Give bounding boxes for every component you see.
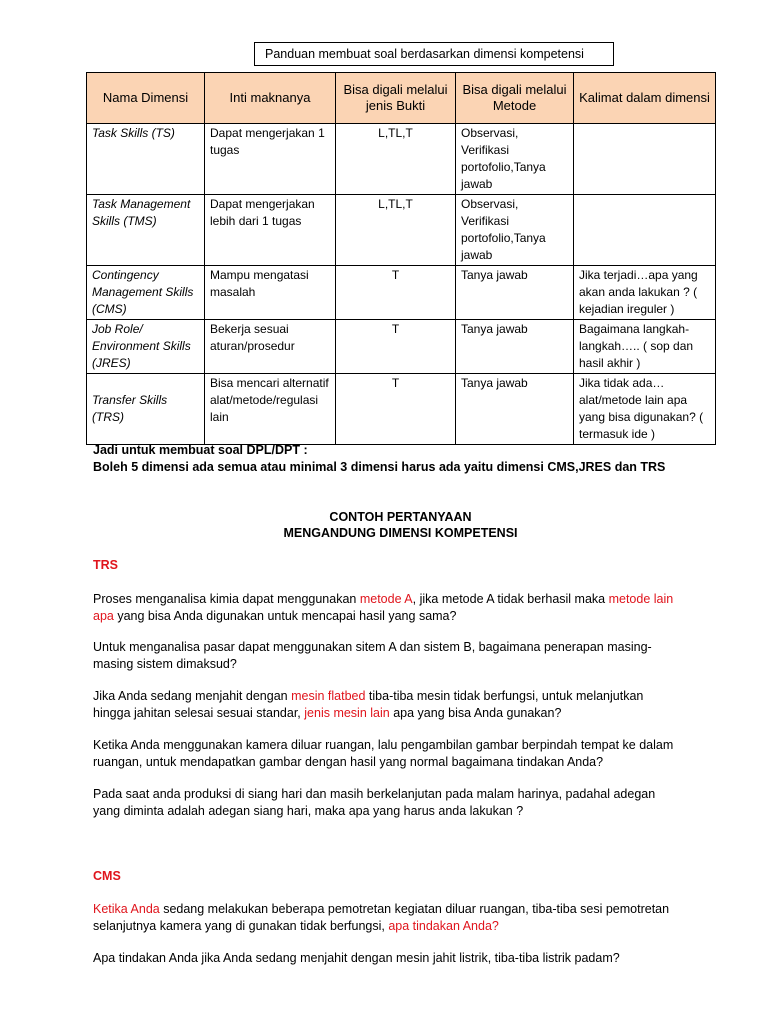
highlight: Ketika Anda [93, 902, 160, 916]
header-inti-maknanya: Inti maknanya [205, 73, 336, 124]
header-metode: Bisa digali melalui Metode [456, 73, 574, 124]
header-nama-dimensi: Nama Dimensi [87, 73, 205, 124]
cell-kalimat [574, 195, 716, 266]
cell-inti: Bekerja sesuai aturan/prosedur [205, 320, 336, 374]
heading-line-2: MENGANDUNG DIMENSI KOMPETENSI [283, 526, 518, 540]
cell-inti: Bisa mencari alternatif alat/metode/regulasi lain [205, 374, 336, 445]
cell-metode: Tanya jawab [456, 266, 574, 320]
cell-kalimat [574, 124, 716, 195]
table-header-row [87, 73, 716, 124]
text: tiba-tiba mesin tidak berfungsi, untuk melanjutkan hingga jahitan selesai sesuai standar, [93, 689, 644, 720]
highlight: metode lain apa [93, 592, 674, 623]
trs-question-4: Ketika Anda menggunakan kamera diluar ruangan, lalu pengambilan gambar berpindah tempat ke dalam ruangan, untuk mendapatkan gambar dengan hasil yang normal bagaimana tindakan Anda? [93, 738, 674, 769]
trs-question-2: Untuk menganalisa pasar dapat menggunakan sitem A dan sistem B, bagaimana penerapan masing-masing sistem dimaksud? [93, 640, 652, 671]
cell-metode: Observasi, Verifikasi portofolio,Tanya jawab [456, 195, 574, 266]
cell-bukti: T [336, 266, 456, 320]
cell-metode: Observasi, Verifikasi portofolio,Tanya jawab [456, 124, 574, 195]
table-row [87, 124, 716, 195]
table-row [87, 320, 716, 374]
cell-bukti: L,TL,T [336, 124, 456, 195]
text: yang bisa Anda digunakan untuk mencapai hasil yang sama? [113, 608, 457, 623]
header-jenis-bukti: Bisa digali melalui jenis Bukti [336, 73, 456, 124]
cell-metode: Tanya jawab [456, 320, 574, 374]
text: Jika Anda sedang menjahit dengan [93, 689, 292, 703]
cell-bukti: T [336, 374, 456, 445]
cell-nama: Contingency Management Skills (CMS) [87, 266, 205, 320]
cell-nama: Transfer Skills (TRS) [87, 374, 205, 445]
trs-question-5: Pada saat anda produksi di siang hari dan masih berkelanjutan pada malam harinya, padahal adegan yang diminta adalah adegan siang hari, maka apa yang harus anda lakukan ? [93, 787, 656, 818]
cell-nama: Job Role/ Environment Skills (JRES) [87, 320, 205, 374]
section-label-cms: CMS [93, 869, 121, 883]
cell-inti: Dapat mengerjakan lebih dari 1 tugas [205, 195, 336, 266]
cell-kalimat: Bagaimana langkah-langkah….. ( sop dan hasil akhir ) [574, 320, 716, 374]
cell-kalimat: Jika terjadi…apa yang akan anda lakukan ? ( kejadian ireguler ) [574, 266, 716, 320]
text: apa yang bisa Anda gunakan? [389, 705, 562, 720]
table-row [87, 266, 716, 320]
header-kalimat: Kalimat dalam dimensi [574, 73, 716, 124]
trs-question-1 [93, 591, 683, 624]
table-row [87, 195, 716, 266]
page-title: Panduan membuat soal berdasarkan dimensi kompetensi [254, 42, 614, 66]
section-label-trs: TRS [93, 558, 118, 572]
heading-line-1: CONTOH PERTANYAAN [329, 510, 472, 524]
cms-question-2: Apa tindakan Anda jika Anda sedang menjahit dengan mesin jahit listrik, tiba-tiba listrik padam? [93, 951, 620, 965]
highlight: apa tindakan Anda? [388, 918, 499, 933]
highlight: metode A [359, 592, 413, 606]
cell-nama: Task Skills (TS) [87, 124, 205, 195]
note-line-1: Jadi untuk membuat soal DPL/DPT : [93, 443, 308, 457]
dimension-table [86, 72, 716, 445]
cell-bukti: T [336, 320, 456, 374]
text: , jika metode A tidak berhasil maka [412, 592, 609, 606]
cell-bukti: L,TL,T [336, 195, 456, 266]
cell-kalimat: Jika tidak ada… alat/metode lain apa yang bisa digunakan? ( termasuk ide ) [574, 374, 716, 445]
table-row [87, 374, 716, 445]
cell-metode: Tanya jawab [456, 374, 574, 445]
highlight: jenis mesin lain [304, 705, 390, 720]
highlight: mesin flatbed [291, 689, 366, 703]
cell-inti: Dapat mengerjakan 1 tugas [205, 124, 336, 195]
cell-inti: Mampu mengatasi masalah [205, 266, 336, 320]
note-line-2: Boleh 5 dimensi ada semua atau minimal 3 dimensi harus ada yaitu dimensi CMS,JRES dan TRS [93, 460, 666, 474]
cms-question-1 [93, 901, 683, 934]
trs-question-3 [93, 688, 683, 721]
cell-nama: Task Management Skills (TMS) [87, 195, 205, 266]
text: sedang melakukan beberapa pemotretan kegiatan diluar ruangan, tiba-tiba sesi pemotretan selanjutnya kamera yang di gunakan tidak berfungsi, [93, 902, 670, 933]
text: Proses menganalisa kimia dapat menggunakan [93, 592, 360, 606]
